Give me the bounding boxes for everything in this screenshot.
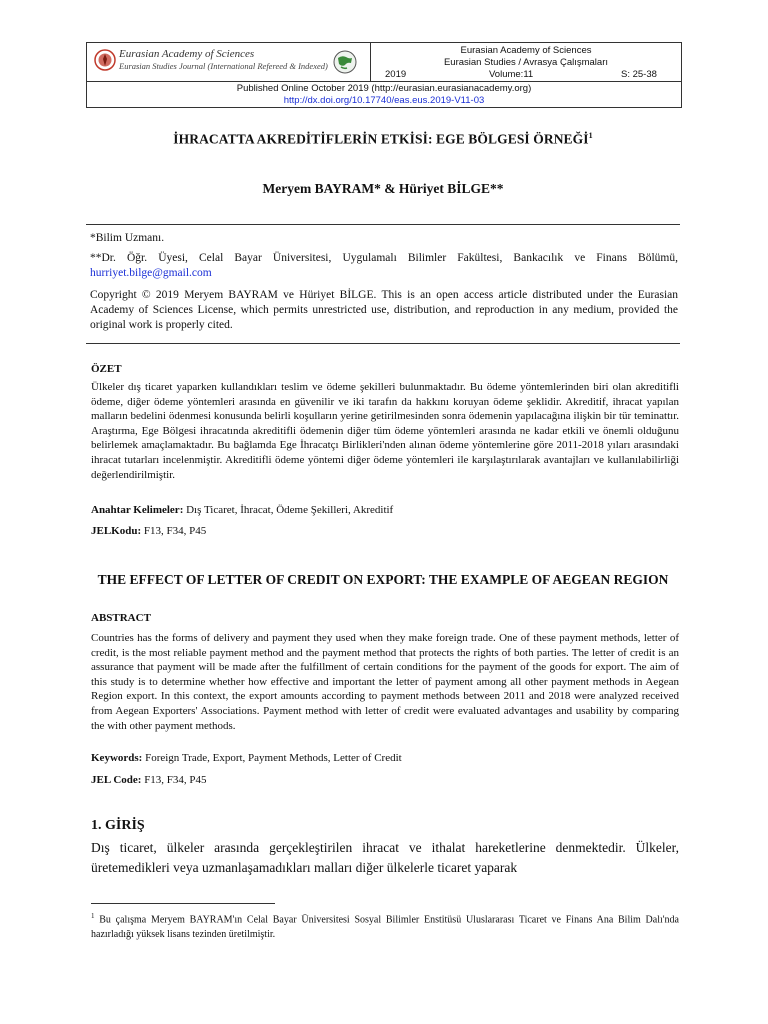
logo-name: Eurasian Academy of Sciences <box>119 48 255 60</box>
intro-paragraph: Dış ticaret, ülkeler arasında gerçekleştirilen ihracat ve ithalat hareketlerine denmektedir. Ülkeler, üretemedikleri veya uzmanlaşamadıkları malları diğer ülkelerle ticaret yaparak <box>91 840 679 875</box>
jel-turkish-label: JELKodu: <box>91 525 142 537</box>
title-turkish-text: İHRACATTA AKREDİTİFLERİN ETKİSİ: EGE BÖLGESİ ÖRNEĞİ <box>173 131 589 147</box>
logo-subtitle: Eurasian Studies Journal (International Refereed & Indexed) <box>119 61 328 71</box>
footnote-text: Bu çalışma Meryem BAYRAM'ın Celal Bayar Üniversitesi Sosyal Bilimler Enstitüsü Uluslararası Ticaret ve Finans Ana Bilim Dalı'nda hazırladığı yüksek lisans tezinden üretilmiştir. <box>91 914 679 940</box>
keywords-turkish-values: Dış Ticaret, İhracat, Ödeme Şekilleri, Akreditif <box>183 504 394 516</box>
doi-link[interactable]: http://dx.doi.org/10.17740/eas.eus.2019-V11-03 <box>283 95 485 106</box>
jel-codes-turkish <box>91 525 206 537</box>
footnote-rule <box>91 903 275 904</box>
ozet-heading: ÖZET <box>91 363 122 375</box>
keywords-english-values: Foreign Trade, Export, Payment Methods, Letter of Credit <box>142 752 402 764</box>
publisher-name: Eurasian Academy of Sciences <box>460 45 592 56</box>
journal-name: Eurasian Studies / Avrasya Çalışmaları <box>443 57 609 68</box>
title-english: THE EFFECT OF LETTER OF CREDIT ON EXPORT: THE EXAMPLE OF AEGEAN REGION <box>97 572 669 587</box>
title-turkish <box>86 131 680 148</box>
abstract-body: Countries has the forms of delivery and payment they used when they make foreign trade. One of these payment methods, letter of credit, is the most reliable payment method and the payment method that protects the rights of both parties. The letter of credit is an assurance that payment will be made after the fulfillment of certain conditions for the payment of the goods for export. The aim of this study is to determine whether how effective and important the letter of payment among all other payment methods in Aegean Region export. In this context, the export amounts according to payment methods between 2011 and 2018 were analyzed received from Aegean Exporters' Associations. Payment method with letter of credit were evaluated advantages and usability by comparing the with other payment methods. <box>91 632 679 732</box>
affiliation-bottom-rule <box>86 343 680 344</box>
keywords-turkish <box>91 504 393 516</box>
section-heading-giris: 1. GİRİŞ <box>91 818 145 833</box>
footnote <box>91 909 679 942</box>
abstract-heading: ABSTRACT <box>91 612 151 624</box>
ozet-body: Ülkeler dış ticaret yaparken kullandıkları teslim ve ödeme şekilleri bulunmaktadır. Bu ödeme yöntemlerinden biri olan akreditifli ödeme, diğer ödeme yöntemleri arasında en güvenilir ve iki tarafın da hakkını koruyan ödeme şeklidir. Akreditif, ihracat yapılan malların bedelini ödenmesi konusunda belirli koşulların yerine getirilmesinden sonra ödemenin yapılacağına ilişkin bir tür teminattır. Araştırma, Ege Bölgesi ihracatında akreditifli ödemenin diğer tüm ödeme yöntemleri arasında ne kadar etkili ve önemli olduğunu belirlemek amaçlamaktadır. Bu bağlamda Ege İhracatçı Birlikleri'nden alınan ödeme yöntemlerine göre 2011-2018 yıları arasındaki ihracat tutarları incelenmiştir. Akreditifli ödeme yöntemi diğer ödeme yöntemleri ile karşılaştırılarak avantajları ve kullanılabilirliği değerlendirilmiştir. <box>91 381 679 481</box>
affiliation-top-rule <box>86 224 680 225</box>
jel-english-values: F13, F34, P45 <box>141 774 207 786</box>
copyright-notice: Copyright © 2019 Meryem BAYRAM ve Hüriyet BİLGE. This is an open access article distributed under the Eurasian Academy of Sciences License, which permits unrestricted use, distribution, and reproduction in any medium, provided the original work is properly cited. <box>90 289 678 331</box>
academy-seal-icon <box>94 48 116 72</box>
publication-info <box>87 82 681 107</box>
jel-codes-english <box>91 774 207 786</box>
issue-pages: S: 25-38 <box>621 69 657 80</box>
affiliation-first: *Bilim Uzmanı. <box>90 232 165 244</box>
journal-info <box>371 43 681 81</box>
journal-header <box>86 42 682 108</box>
keywords-english-label: Keywords: <box>91 752 143 764</box>
journal-header-top <box>87 43 681 82</box>
author-email-link[interactable]: hurriyet.bilge@gmail.com <box>90 267 212 279</box>
issue-volume: Volume:11 <box>489 69 534 80</box>
globe-icon <box>333 50 357 74</box>
jel-turkish-values: F13, F34, P45 <box>141 525 207 537</box>
published-online: Published Online October 2019 (http://eurasian.eurasianacademy.org) <box>236 83 532 94</box>
keywords-english <box>91 752 402 764</box>
affiliation-second-text: **Dr. Öğr. Üyesi, Celal Bayar Üniversitesi, Uygulamalı Bilimler Fakültesi, Bankacılık ve Finans Bölümü, <box>90 252 678 264</box>
footnote-mark: 1 <box>91 912 95 920</box>
affiliation-second <box>90 251 678 281</box>
jel-english-label: JEL Code: <box>91 774 142 786</box>
title-footnote-mark[interactable]: 1 <box>588 131 593 140</box>
authors: Meryem BAYRAM* & Hüriyet BİLGE** <box>262 181 504 196</box>
issue-year: 2019 <box>385 69 407 80</box>
keywords-turkish-label: Anahtar Kelimeler: <box>91 504 184 516</box>
